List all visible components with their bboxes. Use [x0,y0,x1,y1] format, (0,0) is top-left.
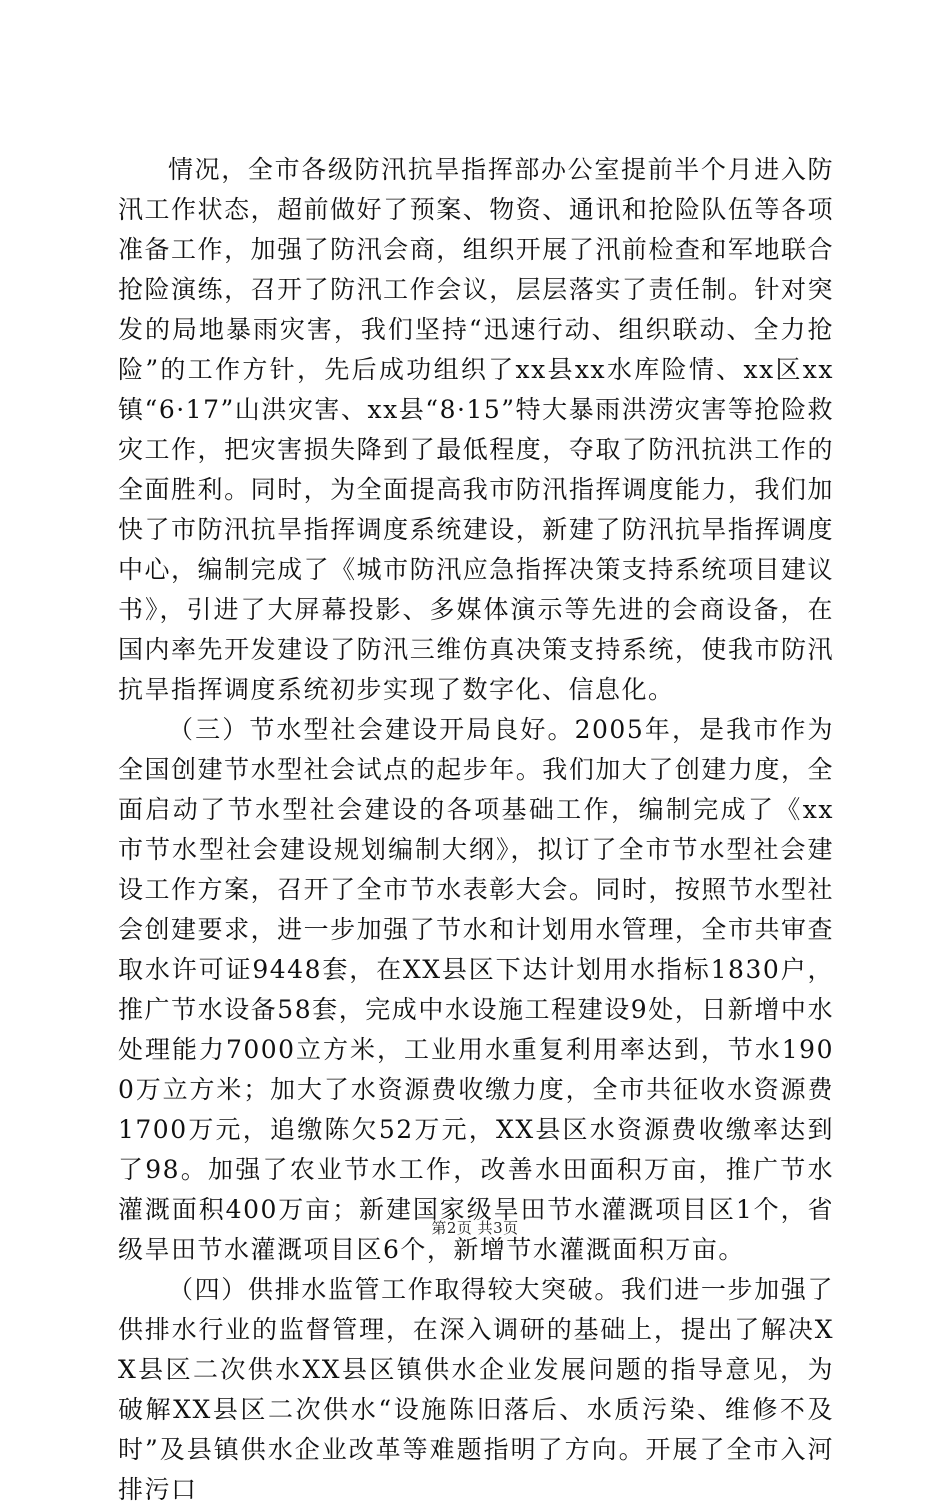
paragraph-flood-control: 情况，全市各级防汛抗旱指挥部办公室提前半个月进入防汛工作状态，超前做好了预案、物资、通讯和抢险队伍等各项准备工作，加强了防汛会商，组织开展了汛前检查和军地联合抢险演练，召开了防汛工作会议，层层落实了责任制。针对突发的局地暴雨灾害，我们坚持“迅速行动、组织联动、全力抢险”的工作方针，先后成功组织了xx县xx水库险情、xx区xx镇“6·17”山洪灾害、xx县“8·15”特大暴雨洪涝灾害等抢险救灾工作，把灾害损失降到了最低程度，夺取了防汛抗洪工作的全面胜利。同时，为全面提高我市防汛指挥调度能力，我们加快了市防汛抗旱指挥调度系统建设，新建了防汛抗旱指挥调度中心，编制完成了《城市防汛应急指挥决策支持系统项目建议书》，引进了大屏幕投影、多媒体演示等先进的会商设备，在国内率先开发建设了防汛三维仿真决策支持系统，使我市防汛抗旱指挥调度系统初步实现了数字化、信息化。 [118,155,834,704]
page-number-footer: 第2页 共3页 [431,1219,519,1237]
paragraph-water-supply-drainage: （四）供排水监管工作取得较大突破。我们进一步加强了供排水行业的监督管理，在深入调研的基础上，提出了解决XX县区二次供水XX县区镇供水企业发展问题的指导意见，为破解XX县区二次供水“设施陈旧落后、水质污染、维修不及时”及县镇供水企业改革等难题指明了方向。开展了全市入河排污口 [118,1275,834,1504]
paragraph-water-saving-society: （三）节水型社会建设开局良好。2005年，是我市作为全国创建节水型社会试点的起步年。我们加大了创建力度，全面启动了节水型社会建设的各项基础工作，编制完成了《xx市节水型社会建设规划编制大纲》，拟订了全市节水型社会建设工作方案，召开了全市节水表彰大会。同时，按照节水型社会创建要求，进一步加强了节水和计划用水管理，全市共审查取水许可证9448套，在XX县区下达计划用水指标1830户，推广节水设备58套，完成中水设施工程建设9处，日新增中水处理能力7000立方米，工业用水重复利用率达到，节水1900万立方米；加大了水资源费收缴力度，全市共征收水资源费1700万元，追缴陈欠52万元，XX县区水资源费收缴率达到了98。加强了农业节水工作，改善水田面积万亩，推广节水灌溉面积400万亩；新建国家级旱田节水灌溉项目区1个，省级旱田节水灌溉项目区6个，新增节水灌溉面积万亩。 [118,715,834,1264]
document-body [118,150,834,1510]
